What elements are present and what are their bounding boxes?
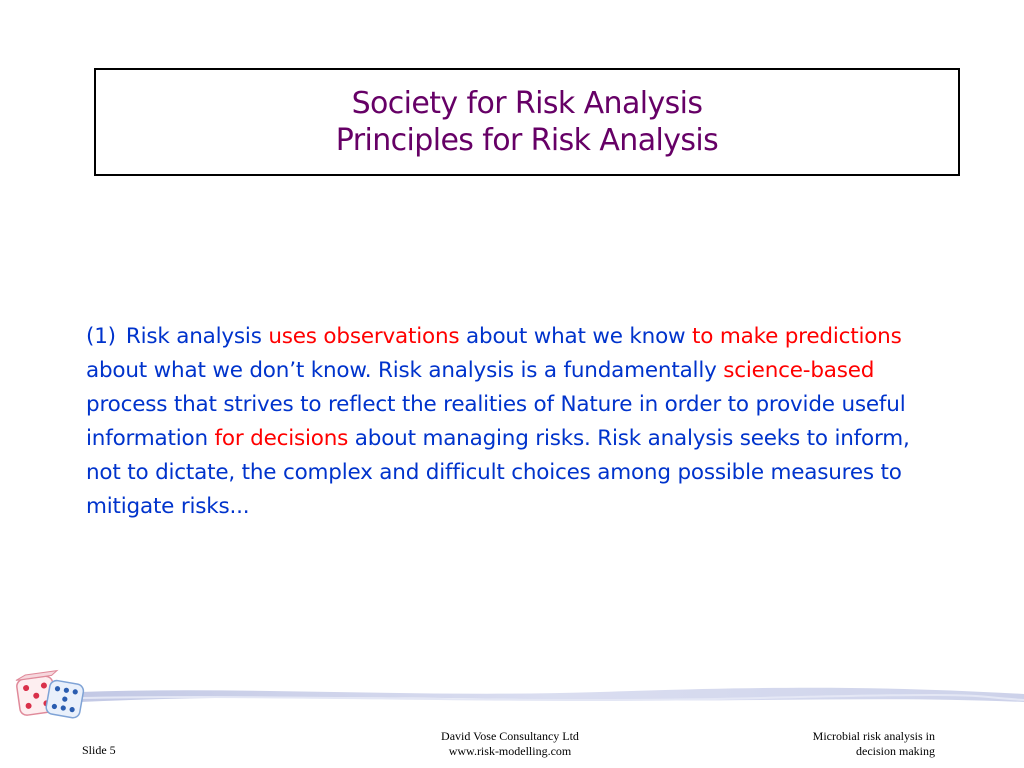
company-website: www.risk-modelling.com — [448, 744, 572, 758]
principle-paragraph — [86, 320, 926, 524]
highlight-to-make-predictions: to make predictions — [692, 324, 902, 349]
subject-line-2: decision making — [856, 744, 935, 758]
text-segment: about what we know — [459, 324, 693, 349]
slide-number: Slide 5 — [82, 743, 116, 757]
slide-title-line-1: Society for Risk Analysis — [351, 86, 703, 121]
footer-decorative-band — [0, 668, 1024, 720]
footer-company — [390, 729, 630, 759]
title-box — [94, 68, 960, 176]
subject-line-1: Microbial risk analysis in — [812, 729, 935, 743]
footer-subject — [735, 729, 935, 759]
text-segment: about managing risks. Risk analysis seeks to inform, not to dictate, the complex and difficult choices among possible measures to mitigate risks... — [86, 426, 910, 519]
highlight-uses-observations: uses observations — [268, 324, 460, 349]
company-name: David Vose Consultancy Ltd — [441, 729, 579, 743]
highlight-science-based: science-based — [723, 358, 875, 383]
text-segment: process that strives to reflect the realities of Nature in order to provide useful information — [86, 392, 906, 451]
dice-logo-icon — [15, 671, 84, 719]
slide-title-line-2: Principles for Risk Analysis — [335, 123, 719, 158]
text-segment: about what we don’t know. Risk analysis is a fundamentally — [86, 358, 724, 383]
item-number: (1) — [86, 324, 116, 349]
text-segment: Risk analysis — [125, 324, 269, 349]
highlight-for-decisions: for decisions — [214, 426, 349, 451]
